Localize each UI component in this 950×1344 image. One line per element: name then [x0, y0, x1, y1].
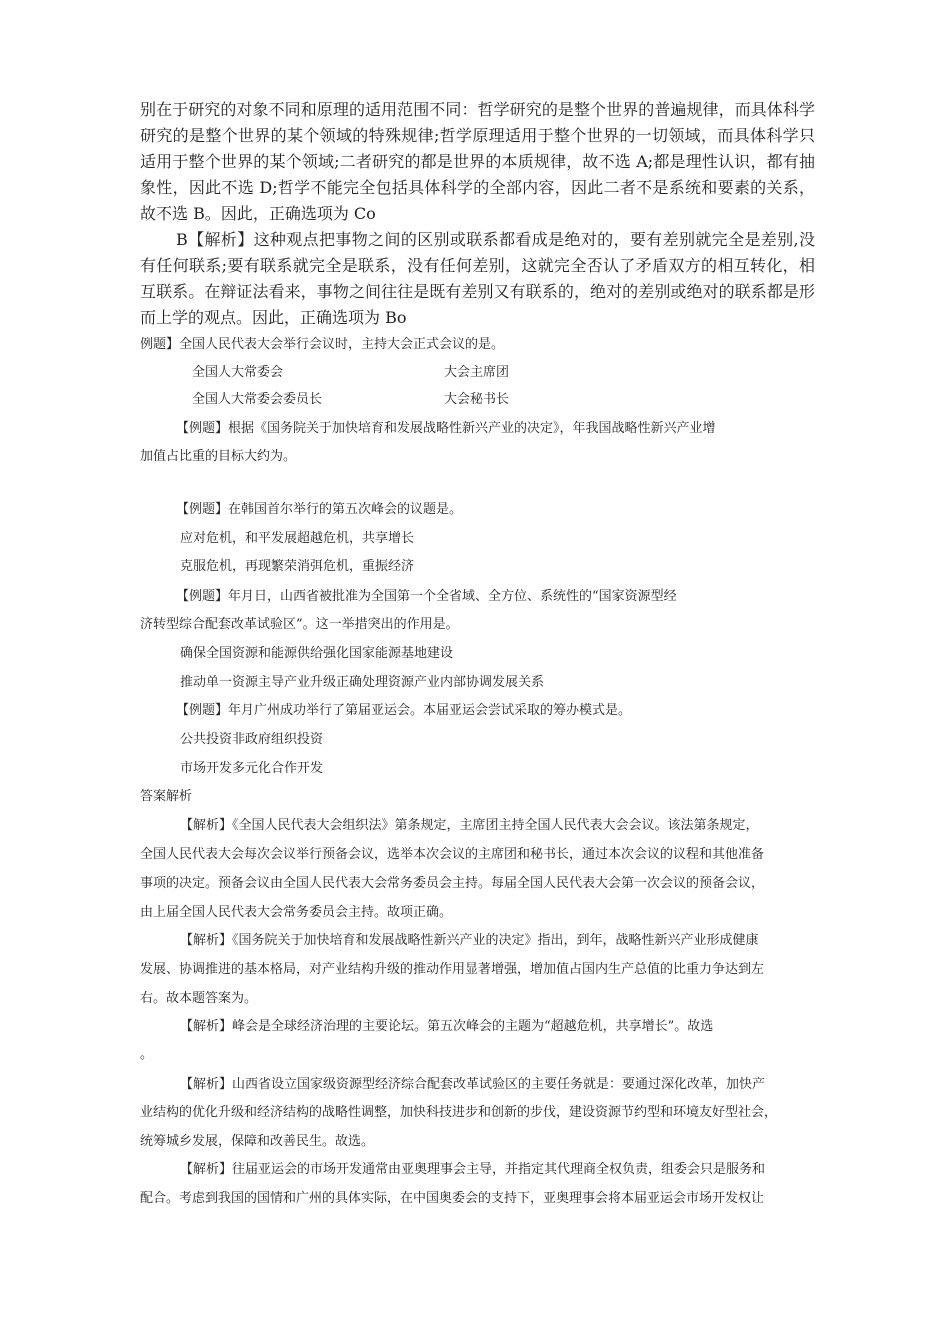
answer-5-line: 配合。考虑到我国的国情和广州的具体实际，在中国奥委会的支持下，亚奥理事会将本届亚运会市场开发权让 — [140, 1191, 765, 1206]
question-4-option: 确保全国资源和能源供给强化国家能源基地建设 — [180, 646, 454, 661]
question-3-option: 克服危机，再现繁荣消弭危机，重振经济 — [180, 559, 415, 574]
question-3: 【例题】在韩国首尔举行的第五次峰会的议题是。 — [176, 502, 463, 517]
answer-2-line: 右。故本题答案为。 — [140, 991, 258, 1006]
answer-1-line: 由上届全国人民代表大会常务委员会主持。故项正确。 — [140, 905, 453, 920]
question-5-option: 市场开发多元化合作开发 — [180, 761, 324, 776]
answer-1-line: 全国人民代表大会每次会议举行预备会议，选举本次会议的主席团和秘书长，通过本次会议的议程和其他准备 — [140, 847, 765, 862]
answer-2-line: 发展、协调推进的基本格局，对产业结构升级的推动作用显著增强，增加值占国内生产总值的比重力争达到左 — [140, 962, 765, 977]
answer-4-line: 【解析】山西省设立国家级资源型经济综合配套改革试验区的主要任务就是：要通过深化改革，加快产 — [180, 1077, 766, 1092]
answer-1-line: 事项的决定。预备会议由全国人民代表大会常务委员会主持。每届全国人民代表大会第一次会议的预备会议， — [140, 876, 765, 891]
explanation-block — [140, 97, 815, 331]
answer-5-line: 【解析】往届亚运会的市场开发通常由亚奥理事会主导，并指定其代理商全权负责，组委会只是服务和 — [180, 1162, 766, 1177]
question-1: 例题】全国人民代表大会举行会议时，主持大会正式会议的是。 — [140, 337, 505, 352]
question-1-option: 大会秘书长 — [444, 392, 510, 407]
question-2-line: 【例题】根据《国务院关于加快培育和发展战略性新兴产业的决定》，年我国战略性新兴产业增 — [176, 421, 716, 436]
question-4-line: 济转型综合配套改革试验区”。这一举措突出的作用是。 — [140, 617, 459, 632]
answer-4-line: 业结构的优化升级和经济结构的战略性调整，加快科技进步和创新的步伐，建设资源节约型和环境友好型社会， — [140, 1105, 778, 1120]
question-1-option: 全国人大常委会 — [192, 365, 284, 380]
answer-2-line: 【解析】《国务院关于加快培育和发展战略性新兴产业的决定》指出，到年，战略性新兴产业形成健康 — [180, 933, 759, 948]
question-5: 【例题】年月广州成功举行了第届亚运会。本届亚运会尝试采取的筹办模式是。 — [176, 703, 632, 718]
answer-4-line: 统筹城乡发展，保障和改善民生。故选。 — [140, 1134, 375, 1149]
paragraph-answer-c: 别在于研究的对象不同和原理的适用范围不同：哲学研究的是整个世界的普遍规律，而具体科学研究的是整个世界的某个领域的特殊规律;哲学原理适用于整个世界的一切领域，而具体科学只适用于整个世界的某个领域;二者研究的都是世界的本质规律，故不选 A;都是理性认识，都有抽象性，因此不选 D;哲学不能完全包括具体科学的全部内容，因此二者不是系统和要素的关系，故不选 B。因此，正确选项为 Co — [140, 100, 815, 223]
answer-3-line: 【解析】峰会是全球经济治理的主要论坛。第五次峰会的主题为“超越危机，共享增长”。故选 — [180, 1019, 714, 1034]
question-1-option: 大会主席团 — [444, 365, 510, 380]
question-3-option: 应对危机，和平发展超越危机，共享增长 — [180, 531, 415, 546]
answers-heading: 答案解析 — [140, 789, 193, 804]
question-4-line: 【例题】年月日，山西省被批准为全国第一个全省域、全方位、系统性的“国家资源型经 — [176, 589, 677, 604]
question-4-option: 推动单一资源主导产业升级正确处理资源产业内部协调发展关系 — [180, 675, 545, 690]
question-5-option: 公共投资非政府组织投资 — [180, 732, 324, 747]
answer-1-line: 【解析】《全国人民代表大会组织法》第条规定，主席团主持全国人民代表大会会议。该法第条规定， — [180, 818, 759, 833]
question-1-option: 全国人大常委会委员长 — [192, 392, 323, 407]
paragraph-answer-b: B【解析】这种观点把事物之间的区别或联系都看成是绝对的，要有差别就完全是差别,没有任何联系;要有联系就完全是联系，没有任何差别，这就完全否认了矛盾双方的相互转化，相互联系。在辩证法看来，事物之间往往是既有差别又有联系的，绝对的差别或绝对的联系都是形而上学的观点。因此，正确选项为 Bo — [140, 230, 815, 327]
answer-3-line: 。 — [140, 1047, 154, 1062]
question-2-line: 加值占比重的目标大约为。 — [140, 449, 297, 464]
